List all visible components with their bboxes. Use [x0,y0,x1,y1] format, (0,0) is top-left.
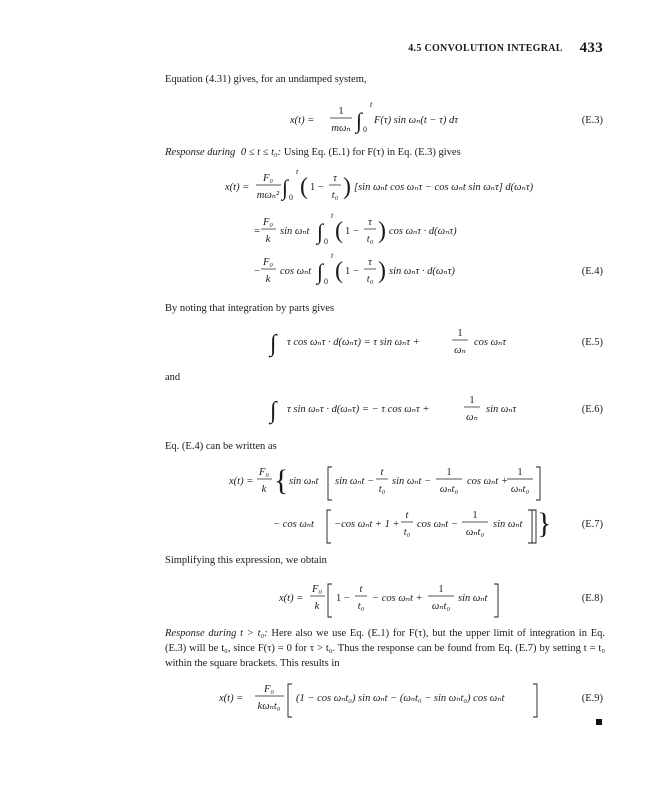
math-equations-e4-line3_num: F₀ [262,257,274,268]
math-equations-e9-den: kωₙt₀ [257,701,281,712]
intro-text: Equation (4.31) gives, for an undamped system, [165,74,367,85]
math-equations-e7-l1_t0: t₀ [378,484,386,495]
bracket [328,467,332,500]
response1-label: Response during [165,147,236,158]
response2-paragraph [165,626,605,671]
e3-coef-num: 1 [338,106,344,117]
bracket [494,584,498,617]
math-equations-e4-line2_den: k [265,234,271,245]
e6-integral: ∫ [270,398,277,424]
equation-e8 [278,584,498,617]
math-equations-e8-a: 1 − [336,593,350,604]
bracket [328,584,332,617]
math-equations-e8-d: sin ωₙt [458,593,488,604]
section-title: 4.5 CONVOLUTION INTEGRAL [408,43,563,54]
math-symbol: ) [378,218,386,244]
math-equations-e7-l2_e: sin ωₙt [493,519,523,530]
math-equations-e4-line2_body: cos ωₙτ · d(ωₙτ) [389,226,457,237]
math-equations-e4-tau: τ [368,257,372,268]
math-equations-e7-l1_d: ωₙt₀ [439,484,459,495]
end-of-proof-square-icon [596,719,602,725]
math-equations-e4-line3_body: sin ωₙτ · d(ωₙτ) [389,266,455,277]
math-equations-e5-tail: cos ωₙτ [474,337,507,348]
math-equations-e8-c: ωₙt₀ [431,601,451,612]
e6-label: (E.6) [581,404,603,415]
e3-coef-den: mωₙ [331,123,351,134]
equation-e4-line3 [254,251,455,286]
simplify-text: Simplifying this expression, we obtain [165,555,327,566]
math-equations-e5-num: 1 [457,328,463,339]
math-equations-e4-line3_den: k [265,274,271,285]
math-equations-e6-tail: sin ωₙτ [486,404,517,415]
math-equations-e7-l1_b: sin ωₙt − [335,476,375,487]
e3-lhs: x(t) = [290,115,315,126]
e3-integrand: F(τ) sin ωₙ(t − τ) dτ [374,115,458,126]
math-symbol: ) [378,258,386,284]
math-equations-e4-one_minus: 1 − [345,266,359,277]
bracket [327,510,331,543]
e3-lower: 0 [363,125,367,134]
bracket [533,684,537,717]
parts-text: By noting that integration by parts gives [165,303,335,314]
math-equations-e8-num: F₀ [311,584,323,595]
e4-l1-integral: ∫ [282,175,289,200]
math-equations-e4-line2_pre: sin ωₙt [280,226,310,237]
e4-l1-lparen: ( [300,174,308,200]
e4-label: (E.4) [581,266,603,277]
e3-label: (E.3) [581,115,603,126]
math-equations-e6-num: 1 [469,395,475,406]
math-equations-e4-tau: τ [368,217,372,228]
equation-e7-line2 [273,507,551,543]
equation-e6 [268,395,518,425]
math-equations-e4-one_minus: 1 − [310,182,324,193]
equation-e3 [289,100,459,134]
math-equations-e7-l1_t: t [380,467,384,478]
math-equations-e7-num: F₀ [258,467,270,478]
math-equations-e4-line3_lhs: − [254,266,260,277]
equation-e4-line2 [254,211,457,246]
bracket [528,510,532,543]
math-equations-e7-l2_a: − cos ωₙt [273,519,314,530]
math-equations-e7-l1_one2: 1 [517,467,523,478]
math-equations-e7-l2_one: 1 [472,510,478,521]
math-equations-e4-line3_pre: cos ωₙt [280,266,312,277]
e4-l1-rparen: ) [343,174,351,200]
e4-l1-lhs: x(t) = [225,182,250,193]
math-equations-e7-l1_c: sin ωₙt − [392,476,432,487]
response2-rest: Here also we use Eq. (E.1) for F(τ), but the upper limit of integration in Eq. (E.3) will be t₀, since F(τ) = 0 for τ > t₀. Thus the response can be found from Eq. (E.7) by setting t = t₀ within the square brackets. This results in [165,628,605,669]
math-equations-e4-t0: t₀ [366,234,374,245]
response2-cond: t > t₀: [240,628,268,639]
e3-upper: t [370,100,373,109]
math-equations-e6-den: ωₙ [466,412,478,423]
math-equations-e8-one: 1 [438,584,444,595]
e7-rbrace: } [537,507,552,540]
math-equations-e5-den: ωₙ [454,345,466,356]
math-equations-e8-t: t [359,584,363,595]
equation-e9 [218,684,537,717]
e4-l1-num: F₀ [262,173,274,184]
math-equations-e6-lhs: τ sin ωₙτ · d(ωₙτ) = − τ cos ωₙτ + [287,404,430,415]
e7-lbrace: { [274,464,289,497]
math-equations-e7-lhs: x(t) = [229,476,254,487]
math-equations-e7-l2_c: cos ωₙt − [417,519,458,530]
and-text: and [165,372,181,383]
math-equations-e4-upper: t [331,251,334,260]
math-equations-e4-t0: t₀ [366,274,374,285]
math-equations-e9-body: (1 − cos ωₙt₀) sin ωₙt − (ωₙt₀ − sin ωₙt₀) cos ωₙt [296,693,505,704]
math-equations-e7-l2_b: −cos ωₙt + 1 + [334,519,400,530]
page-number: 433 [579,40,603,56]
bracket [288,684,292,717]
equation-e5 [268,328,507,358]
math-equations-e8-lhs: x(t) = [279,593,304,604]
equation-e7-line1 [228,464,540,500]
e5-label: (E.5) [581,337,603,348]
math-equations-e4-upper: t [296,167,299,176]
math-equations-e4-line2_lhs: = [254,226,260,237]
e7-label: (E.7) [581,519,603,530]
e8-label: (E.8) [581,593,603,604]
e5-integral: ∫ [270,331,277,357]
math-equations-e8-b: − cos ωₙt + [372,593,423,604]
math-symbol: ∫ [317,219,324,244]
equation-e4-line1 [224,167,534,202]
math-equations-e9-num: F₀ [263,684,275,695]
math-equations-e4-one_minus: 1 − [345,226,359,237]
e4-l1-body: [sin ωₙt cos ωₙτ − cos ωₙt sin ωₙτ] d(ωₙτ) [354,182,534,193]
math-equations-e4-upper: t [331,211,334,220]
math-equations-e7-l2_t: t [405,510,409,521]
bracket [532,510,536,543]
math-equations-e7-l1_one: 1 [446,467,452,478]
math-symbol: ∫ [317,259,324,284]
response1-cond: 0 ≤ t ≤ t₀: [240,147,282,158]
math-equations-e4-lower: 0 [324,277,328,286]
math-equations-e7-l1_f: ωₙt₀ [510,484,530,495]
math-equations-e8-den: k [314,601,320,612]
bracket [536,467,540,500]
e3-integral-sign: ∫ [356,108,363,133]
math-equations-e4-lower: 0 [324,237,328,246]
response1-line [164,147,461,158]
response2-label: Response during [165,628,237,639]
math-equations-e9-lhs: x(t) = [219,693,244,704]
math-equations-e4-lower: 0 [289,193,293,202]
e4-l1-den: mωₙ² [256,190,280,201]
math-equations-e5-lhs: τ cos ωₙτ · d(ωₙτ) = τ sin ωₙτ + [287,337,420,348]
math-equations-e7-den: k [261,484,267,495]
math-symbol: ( [335,258,343,284]
math-equations-e7-l1_a: sin ωₙt [289,476,319,487]
math-equations-e7-l1_e: cos ωₙt + [467,476,508,487]
math-equations-e4-tau: τ [333,173,337,184]
rewrite-text: Eq. (E.4) can be written as [165,441,277,452]
e9-label: (E.9) [581,693,603,704]
math-equations-e7-l2_d: ωₙt₀ [465,527,485,538]
response1-rest: Using Eq. (E.1) for F(τ) in Eq. (E.3) gives [283,147,461,158]
math-equations-e7-l2_t0: t₀ [403,527,411,538]
math-equations-e4-line2_num: F₀ [262,217,274,228]
math-equations-e8-t0: t₀ [357,601,365,612]
math-equations-e4-t0: t₀ [331,190,339,201]
math-symbol: ( [335,218,343,244]
